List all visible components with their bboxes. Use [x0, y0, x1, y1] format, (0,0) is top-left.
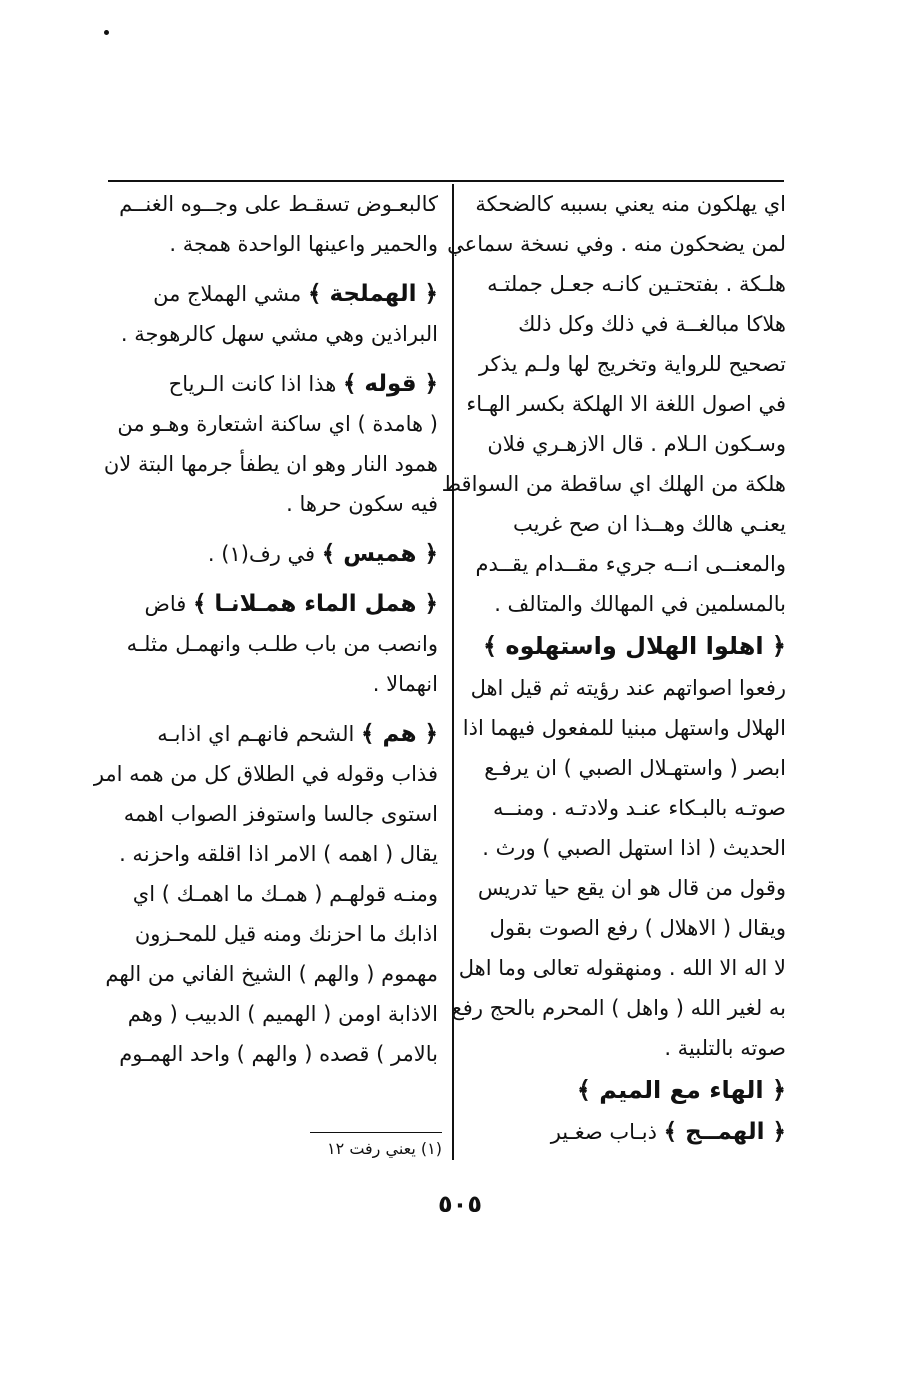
text-line: ابصر ( واستهـلال الصبي ) ان يرفـع — [484, 756, 786, 780]
entry-term: ﴿ هميس ﴾ — [321, 541, 438, 567]
paragraph-gap — [108, 704, 438, 714]
entry-term: ﴿ الهملجة ﴾ — [307, 281, 438, 307]
text-line: هلـكة . بفتحتـين كانـه جعـل جملتـه — [487, 272, 786, 296]
entry-line — [460, 1112, 786, 1152]
text-line: وانصب من باب طلـب وانهمـل مثلـه — [126, 632, 438, 656]
text-line: فيه سكون حرها . — [286, 492, 438, 516]
paragraph-gap — [108, 264, 438, 274]
entry-term: ﴿ الهمــج ﴾ — [663, 1119, 786, 1145]
entry-line — [108, 534, 438, 574]
entry-term: ﴿ هم ﴾ — [361, 721, 438, 747]
text-line: يعنـي هالك وهــذا ان صح غريب — [513, 512, 786, 536]
text-line: مهموم ( والهم ) الشيخ الفاني من الهم — [105, 962, 438, 986]
text-line: الحديث ( اذا استهل الصبي ) ورث . — [482, 836, 786, 860]
text-line: والحمير واعينها الواحدة همجة . — [169, 232, 438, 256]
entry-line — [108, 584, 438, 624]
page-number: ٥٠٥ — [438, 1190, 482, 1218]
section-heading: ﴿ اهلوا الهلال واستهلوه ﴾ — [482, 632, 786, 660]
text-line: الاذابة اومن ( الهميم ) الدبيب ( وهم — [127, 1002, 438, 1026]
paragraph-gap — [108, 574, 438, 584]
entry-term: ﴿ همل الماء همـلانـا ﴾ — [192, 591, 438, 617]
entry-line — [108, 364, 438, 404]
right-column — [441, 184, 786, 1152]
text-line: اذابك ما احزنك ومنه قيل للمحـزون — [134, 922, 438, 946]
entry-line — [108, 714, 438, 754]
text-line: بالمسلمين في المهالك والمتالف . — [494, 592, 786, 616]
text-line: هلاكا مبالغــة في ذلك وكل ذلك — [518, 312, 786, 336]
text-line: ( هامدة ) اي ساكنة اشتعارة وهـو من — [117, 412, 438, 436]
text-line: اي يهلكون منه يعني بسببه كالضحكة — [475, 192, 786, 216]
text-line: في اصول اللغة الا الهلكة بكسر الهـاء — [466, 392, 786, 416]
header-rule — [108, 180, 784, 182]
entry-text: ذبـاب صغـير — [550, 1120, 664, 1144]
text-line: صوته بالتلبية . — [664, 1036, 786, 1060]
text-line: والمعنــى انــه جريء مقــدام يقــدم — [475, 552, 786, 576]
text-line: ويقال ( الاهلال ) رفع الصوت بقول — [489, 916, 786, 940]
footnote: (١) يعني رفت ١٢ — [327, 1139, 442, 1158]
text-line: به لغير الله ( واهل ) المحرم بالحج رفع — [451, 996, 786, 1020]
text-line: انهمالا . — [372, 672, 438, 696]
entry-term: ﴿ قوله ﴾ — [342, 371, 438, 397]
footnote-rule — [310, 1132, 442, 1133]
text-line: فذاب وقوله في الطلاق كل من همه امر — [93, 762, 438, 786]
text-line: الهلال واستهل مبنيا للمفعول فيهما اذا — [462, 716, 786, 740]
paragraph-gap — [108, 524, 438, 534]
text-line: كالبعـوض تسقـط على وجــوه الغنــم — [119, 192, 438, 216]
text-line: صوتـه بالبـكاء عنـد ولادتـه . ومنــه — [492, 796, 786, 820]
text-line: البراذين وهي مشي سهل كالرهوجة . — [120, 322, 438, 346]
text-line: وسـكون الـلام . قال الازهـري فلان — [487, 432, 786, 456]
text-line: استوى جالسا واستوفز الصواب اهمه — [123, 802, 438, 826]
text-line: وقول من قال هو ان يقع حيا تدريس — [477, 876, 786, 900]
entry-text: مشي الهملاج من — [153, 282, 308, 306]
entry-text: في رف(١) . — [207, 542, 322, 566]
left-column — [93, 184, 438, 1074]
section-heading: ﴿ الهاء مع الميم ﴾ — [576, 1076, 786, 1104]
text-line: لمن يضحكون منه . وفي نسخة سماعي — [447, 232, 786, 256]
text-line: رفعوا اصواتهم عند رؤيته ثم قيل اهل — [470, 676, 786, 700]
paragraph-gap — [108, 354, 438, 364]
entry-text: فاض — [144, 592, 193, 616]
text-line: تصحيح للرواية وتخريج لها ولـم يذكر — [478, 352, 786, 376]
text-line: همود النار وهو ان يطفأ جرمها البتة لان — [103, 452, 438, 476]
text-line: هلكة من الهلك اي ساقطة من السواقط — [441, 472, 786, 496]
text-line: بالامر ) قصده ( والهم ) واحد الهمـوم — [119, 1042, 438, 1066]
text-line: لا اله الا الله . ومنهقوله تعالى وما اهل — [458, 956, 786, 980]
entry-line — [108, 274, 438, 314]
text-line: ومنـه قولهـم ( همـك ما اهمـك ) اي — [132, 882, 438, 906]
entry-text: الشحم فانهـم اي اذابـه — [157, 722, 362, 746]
stray-dot — [104, 30, 109, 35]
entry-text: هذا اذا كانت الـرياح — [168, 372, 343, 396]
text-line: يقال ( اهمه ) الامر اذا اقلقه واحزنه . — [119, 842, 438, 866]
